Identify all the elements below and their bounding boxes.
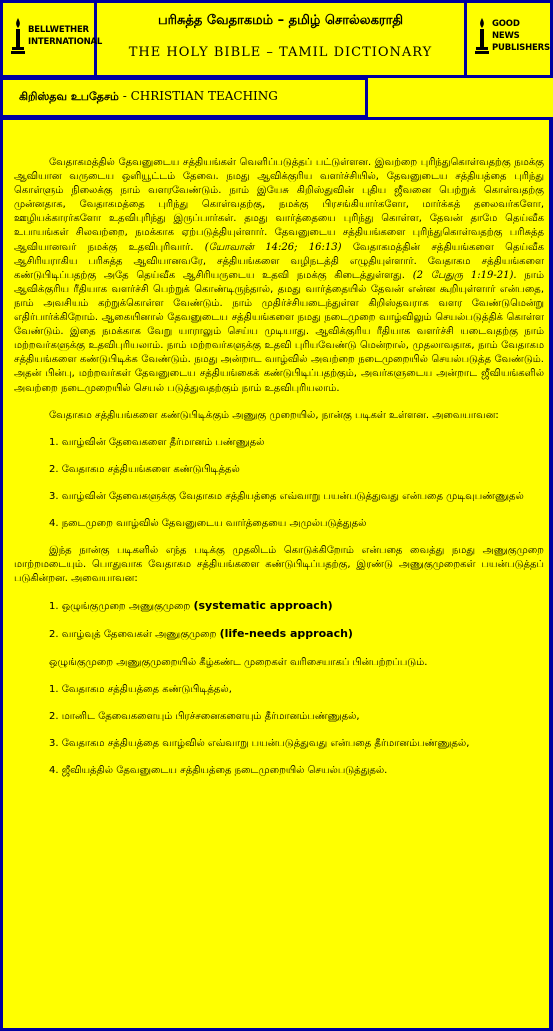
- good-news-logo[interactable]: [464, 3, 550, 75]
- list-item: 3. வேதாகம சத்தியத்தை வாழ்வில் எவ்வாறு பயன்படுத்துவது என்பதை தீர்மானம்பண்ணுதல்,: [49, 737, 470, 749]
- article-body: [14, 156, 544, 791]
- approach-english: (life-needs approach): [219, 627, 353, 641]
- bellwether-logo[interactable]: [3, 3, 103, 75]
- page-title-english: THE HOLY BIBLE – TAMIL DICTIONARY: [128, 45, 433, 60]
- list-item: 3. வாழ்வின் தேவைகளுக்கு வேதாகம சத்தியத்தை எவ்வாறு பயன்படுத்துவது என்பதை முடிவுபண்ணுதல்: [49, 490, 524, 502]
- list-item: [14, 627, 544, 642]
- list-item: [14, 599, 544, 614]
- section-heading: [19, 89, 278, 105]
- scripture-reference: (2 பேதுரு 1:19-21).: [412, 269, 517, 281]
- paragraph-approaches-intro: இந்த நான்கு படிகளில் எந்த படிக்கு முதலிடம் கொடுக்கிறோம் என்பதை வைத்து நமது அணுகுமுறை மாற்றமடையும். பொதுவாக வேதாகம சத்தியங்களை கண்டுபிடிப்பதற்கு, இரண்டு அணுகுமுறைகள் பயன்படுத்தப் படுகின்றன. அவையாவன:: [14, 545, 544, 585]
- approach-label: 2. வாழ்வுத் தேவைகள் அணுகுமுறை: [49, 629, 220, 641]
- list-item: 1. வாழ்வின் தேவைகளை தீர்மானம் பண்ணுதல்: [49, 436, 265, 448]
- candle-icon: [11, 17, 25, 55]
- list-item: 2. மானிட தேவைகளையும் பிரச்சனைகளையும் தீர்மானம்பண்ணுதல்,: [49, 710, 360, 722]
- approach-english: (systematic approach): [193, 599, 333, 613]
- intro-text-a: வேதாகமத்தில் தேவனுடைய சத்தியங்கள் வெளிப்படுத்தப் பட்டுள்ளன. இவற்றை புரிந்துகொள்வதற்கு நமக்கு ஆவியான வருடைய ஒளியூட்டம் தேவை. நமது ஆவிக்குரிய வளர்ச்சியில், தேவனுடைய சத்தியத்தை புரிந்து கொள்ளும் நிலைக்கு நாம் வளரவேண்டும். நாம் இயேசு கிறிஸ்துவின் புதிய ஜீவனை பெற்றுக் கொள்வதற்கு முன்னதாக, வேதாகமத்தை புரிந்து கொள்வதற்கு, நமக்கு பிரசங்கியார்களோ, மார்க்கத் தலைவர்களோ, ஊழியக்காரர்களோ உதவிபுரிந்து இருப்பார்கள். தமது வார்த்தையை புரிந்து கொள்ள, தேவன் தாமே தெய்வீக உபாயங்கள் சிலவற்றை, நமக்காக ஏற்படுத்தியுள்ளார். தேவனுடைய சத்தியங்களை புரிந்துகொள்வதற்கு பரிசுத்த ஆவியானவர் நமக்கு உதவிபுரிவார்.: [14, 157, 544, 253]
- paragraph-steps-intro: வேதாகம சத்தியங்களை கண்டுபிடிக்கும் அணுகு முறையில், நான்கு படிகள் உள்ளன. அவையாவன:: [49, 409, 499, 421]
- approach-label: 1. ஒழுங்குமுறை அணுகுமுறை: [49, 601, 194, 613]
- section-heading-box: [0, 77, 368, 118]
- page-title-tamil: பரிசுத்த வேதாகமம் – தமிழ் சொல்லகராதி: [157, 13, 404, 28]
- header-banner: [0, 0, 553, 78]
- paragraph-order-intro: ஒழுங்குமுறை அணுகுமுறையில் கீழ்கண்ட முறைகள் வரிசையாகப் பின்பற்றப்படும்.: [49, 656, 428, 668]
- list-item: 4. நடைமுறை வாழ்வில் தேவனுடைய வார்த்தையை அமுல்படுத்துதல்: [49, 517, 367, 529]
- section-heading-english: - CHRISTIAN TEACHING: [118, 89, 278, 103]
- section-heading-tamil: கிறிஸ்தவ உபதேசம்: [19, 90, 119, 103]
- bellwether-logo-text: BELLWETHER INTERNATIONAL: [28, 25, 103, 47]
- list-item: 1. வேதாகம சத்தியத்தை கண்டுபிடித்தல்,: [49, 683, 232, 695]
- scripture-reference: (யோவான் 14:26; 16:13): [204, 241, 342, 253]
- page-title-block: [97, 3, 464, 75]
- intro-text-c: நாம் ஆவிக்குரிய ரீதியாக வளர்ச்சி பெற்றுக் கொண்டிருந்தால், தமது வார்த்தையில் தேவன் என்ன கூறியுள்ளார் என்பதை, நாம் அவசியம் கற்றுக்கொள்ள வேண்டும். நாம் முதிர்ச்சியடைந்துள்ள கிறிஸ்தவராக வளர வேண்டுமென்று எதிர்பார்க்கிறோம். ஆகையினால் தேவனுடைய சத்தியங்களை நமது நடைமுறை வாழ்விலும் செயல்படுத்திக் கொள்ள வேண்டும். இதை நமக்காக வேறு யாராலும் செய்ய முடியாது. ஆவிக்குரிய ரீதியாக வளர்ச்சி யடைவதற்கு நாம் மற்றவர்களுக்கு உதவிபுரியலாம். நாம் மற்றவர்களுக்கு உதவி புரியவேண்டு மென்றால், முதலாவதாக, நாம் வேதாகம சத்தியங்களை கண்டுபிடிக்க வேண்டும். நமது அன்றாட வாழ்வில் அவற்றை நடைமுறையில் செயல்படுத்த வேண்டும். அதன் பின்பு, மற்றவர்கள் தேவனுடைய சத்தியங்கைக் கண்டுபிடிப்பதற்கும், அவர்களுடைய அன்றாட ஜீவியங்களில் அவற்றை நடைமுறையில் செயல் படுத்துவதற்கும் நாம் உதவிபுரியலாம்.: [14, 269, 544, 394]
- paragraph-intro: [14, 156, 544, 396]
- content-box: [0, 117, 553, 1031]
- list-item: 4. ஜீவியத்தில் தேவனுடைய சத்தியத்தை நடைமுறையில் செயல்படுத்துதல்.: [49, 764, 388, 776]
- candle-icon: [475, 17, 489, 55]
- intro-text-b: வேதாகமத்தின் சத்தியங்களை தெய்வீக ஆசிரியராகிய பரிசுத்த ஆவியானவரே, சத்தியங்களை வழிநடத்தி எழுதியுள்ளார். வேதாகம சத்தியங்களை கண்டுபிடிப்பதற்கு அதே தெய்வீக ஆசிரியருடைய உதவி நமக்கு கிடைத்துள்ளது.: [14, 241, 544, 281]
- list-item: 2. வேதாகம சத்தியங்களை கண்டுபிடித்தல்: [49, 463, 240, 475]
- good-news-logo-text: GOOD NEWS PUBLISHERS: [491, 19, 550, 53]
